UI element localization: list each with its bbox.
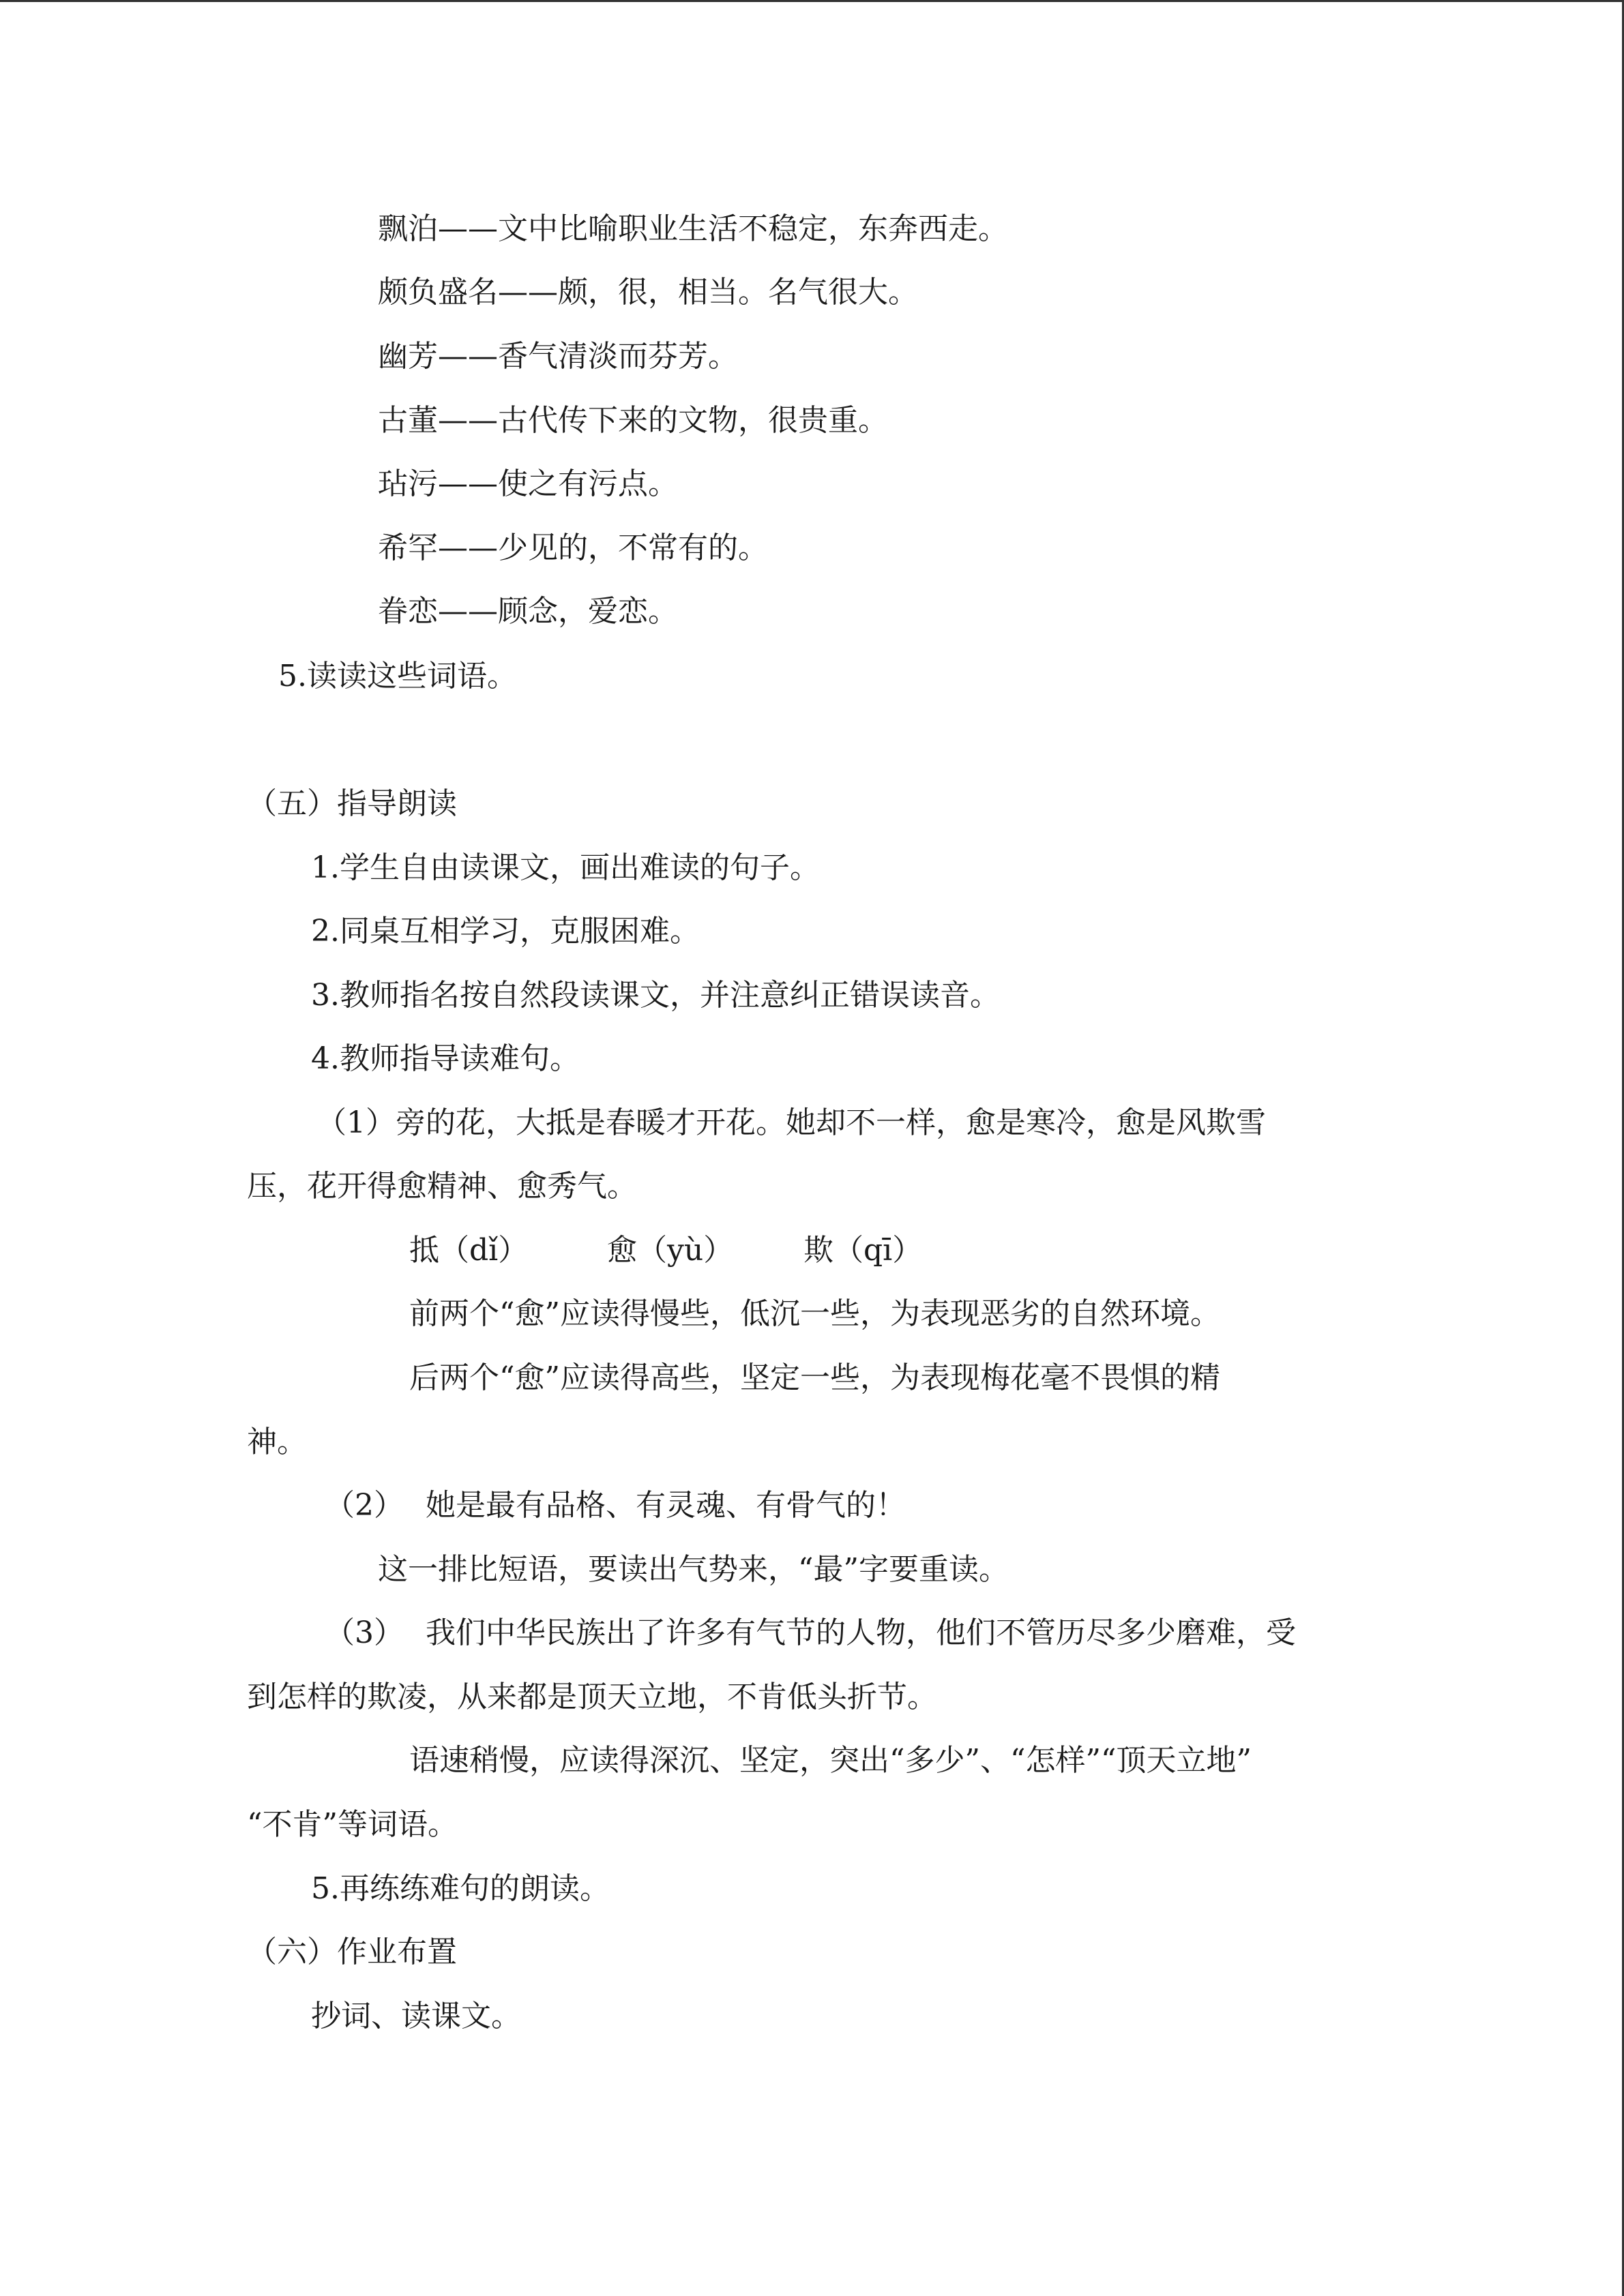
step-item: 1.学生自由读课文，画出难读的句子。 bbox=[311, 850, 820, 885]
sentence-text: 她是最有品格、有灵魂、有骨气的！ bbox=[426, 1488, 906, 1523]
vocab-term: 眷恋 bbox=[378, 594, 438, 629]
vocab-dash: —— bbox=[438, 594, 498, 629]
sentence-1-line: 压，花开得愈精神、愈秀气。 bbox=[247, 1169, 637, 1204]
pinyin-item: 愈（yù） bbox=[607, 1233, 734, 1268]
vocab-dash: —— bbox=[438, 531, 498, 565]
step-item: 5.再练练难句的朗读。 bbox=[311, 1871, 610, 1906]
sentence-text: 我们中华民族出了许多有气节的人物，他们不管历尽多少磨难，受 bbox=[426, 1615, 1296, 1650]
step-read-words: 5.读读这些词语。 bbox=[278, 659, 517, 694]
vocab-item bbox=[378, 209, 1008, 250]
top-border bbox=[0, 0, 1624, 2]
vocab-item bbox=[378, 336, 738, 377]
reading-note: “不肯”等词语。 bbox=[247, 1807, 458, 1842]
reading-note: 后两个“愈”应读得高些，坚定一些，为表现梅花毫不畏惧的精 bbox=[409, 1360, 1220, 1395]
step-item: 2.同桌互相学习，克服困难。 bbox=[311, 914, 700, 949]
vocab-item bbox=[378, 464, 678, 505]
step-item: 3.教师指名按自然段读课文，并注意纠正错误读音。 bbox=[311, 978, 1000, 1013]
vocab-dash: —— bbox=[438, 403, 498, 438]
pinyin-item: 抵（dǐ） bbox=[409, 1233, 529, 1268]
vocab-definition: 使之有污点。 bbox=[498, 466, 678, 501]
vocab-definition: 颇，很，相当。名气很大。 bbox=[558, 275, 918, 310]
reading-note: 前两个“愈”应读得慢些，低沉一些，为表现恶劣的自然环境。 bbox=[409, 1296, 1220, 1331]
vocab-definition: 顾念，爱恋。 bbox=[498, 594, 678, 629]
vocab-definition: 香气清淡而芬芳。 bbox=[498, 339, 738, 374]
section-heading: （六）作业布置 bbox=[247, 1935, 457, 1969]
vocab-term: 希罕 bbox=[378, 531, 438, 565]
pinyin-row bbox=[409, 1230, 922, 1271]
sentence-3 bbox=[325, 1613, 1296, 1654]
vocab-dash: —— bbox=[438, 339, 498, 374]
reading-note: 这一排比短语，要读出气势来，“最”字要重读。 bbox=[378, 1552, 1009, 1587]
vocab-item bbox=[378, 272, 918, 313]
vocab-definition: 古代传下来的文物，很贵重。 bbox=[498, 403, 888, 438]
sentence-3-line: 到怎样的欺凌，从来都是顶天立地，不肯低头折节。 bbox=[247, 1680, 937, 1714]
sentence-number: （3） bbox=[325, 1615, 404, 1650]
vocab-item bbox=[378, 400, 888, 441]
vocab-term: 飘泊 bbox=[378, 211, 438, 246]
pinyin-item: 欺（qī） bbox=[803, 1233, 923, 1268]
homework-task: 抄词、读课文。 bbox=[311, 1999, 521, 2033]
vocab-definition: 少见的，不常有的。 bbox=[498, 531, 768, 565]
vocab-definition: 文中比喻职业生活不稳定，东奔西走。 bbox=[498, 211, 1008, 246]
vocab-term: 玷污 bbox=[378, 466, 438, 501]
vocab-term: 古董 bbox=[378, 403, 438, 438]
vocab-item bbox=[378, 528, 768, 569]
vocab-term: 幽芳 bbox=[378, 339, 438, 374]
reading-note: 神。 bbox=[247, 1425, 307, 1459]
section-heading: （五）指导朗读 bbox=[247, 786, 457, 821]
vocab-item bbox=[378, 591, 678, 632]
vocab-term: 颇负盛名 bbox=[378, 275, 498, 310]
sentence-1-line: （1）旁的花，大抵是春暖才开花。她却不一样，愈是寒冷，愈是风欺雪 bbox=[316, 1105, 1266, 1140]
reading-note: 语速稍慢，应读得深沉、坚定，突出“多少”、“怎样”“顶天立地” bbox=[409, 1743, 1252, 1778]
step-item: 4.教师指导读难句。 bbox=[311, 1041, 580, 1076]
sentence-number: （2） bbox=[325, 1488, 404, 1523]
vocab-dash: —— bbox=[498, 275, 558, 310]
vocab-dash: —— bbox=[438, 211, 498, 246]
sentence-2 bbox=[325, 1485, 906, 1526]
vocab-dash: —— bbox=[438, 466, 498, 501]
